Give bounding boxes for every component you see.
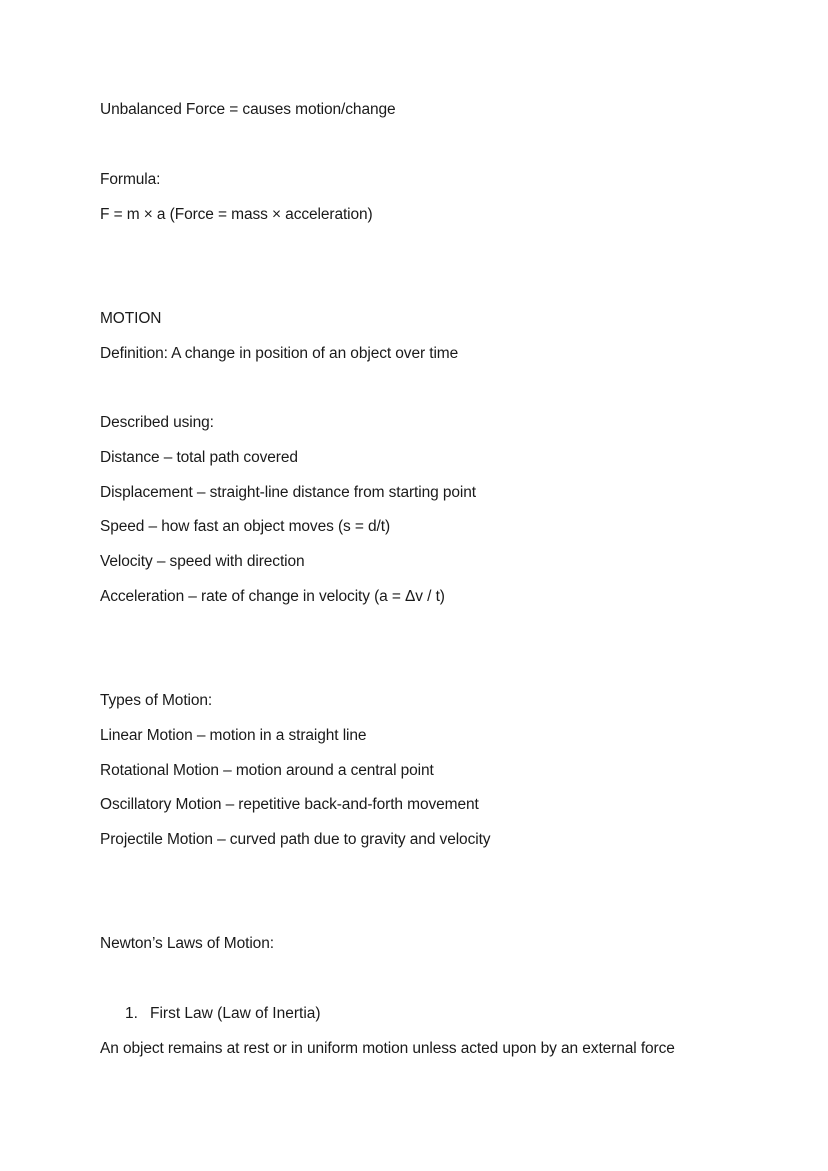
newton-law-1-item [125, 1004, 321, 1024]
unbalanced-force-text: Unbalanced Force = causes motion/change [100, 101, 396, 118]
described-item-acceleration: Acceleration – rate of change in velocity (a = Δv / t) [100, 588, 445, 605]
type-item-oscillatory: Oscillatory Motion – repetitive back-and-forth movement [100, 796, 479, 813]
types-of-motion-label: Types of Motion: [100, 692, 213, 709]
described-item-velocity: Velocity – speed with direction [100, 553, 305, 570]
described-item-displacement: Displacement – straight-line distance from starting point [100, 484, 476, 501]
type-item-rotational: Rotational Motion – motion around a central point [100, 762, 434, 779]
motion-heading: MOTION [100, 310, 162, 327]
type-item-linear: Linear Motion – motion in a straight line [100, 727, 367, 744]
list-number: 1. [125, 1005, 138, 1022]
formula-label: Formula: [100, 171, 161, 188]
described-item-distance: Distance – total path covered [100, 449, 298, 466]
newton-law-1-title: First Law (Law of Inertia) [150, 1005, 321, 1022]
newton-law-1-description: An object remains at rest or in uniform motion unless acted upon by an external force [100, 1040, 675, 1057]
type-item-projectile: Projectile Motion – curved path due to gravity and velocity [100, 831, 491, 848]
motion-definition: Definition: A change in position of an object over time [100, 345, 459, 362]
newtons-laws-heading: Newton’s Laws of Motion: [100, 935, 274, 952]
described-using-label: Described using: [100, 414, 214, 431]
formula-text: F = m × a (Force = mass × acceleration) [100, 206, 373, 223]
described-item-speed: Speed – how fast an object moves (s = d/t) [100, 518, 391, 535]
